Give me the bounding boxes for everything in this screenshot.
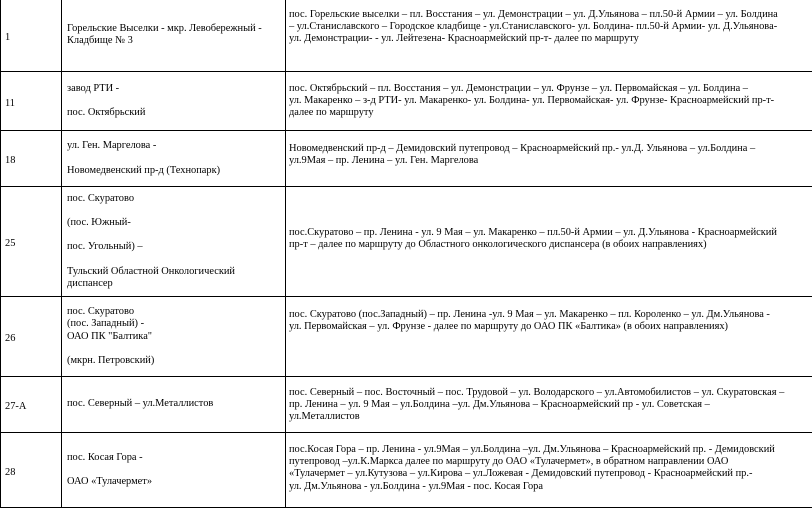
route-path-line: ул.9Мая – пр. Ленина – ул. Ген. Маргелова (289, 155, 810, 167)
route-path-line: далее по маршруту (289, 107, 810, 119)
route-path-line: ул. Дм.Ульянова - ул.Болдина - ул.9Мая - пос. Косая Гора (289, 481, 810, 493)
route-path (286, 72, 812, 131)
route-path (286, 433, 812, 508)
route-name-line: диспансер (67, 278, 282, 290)
route-number-text: 11 (5, 98, 15, 109)
route-path-line: ул. Демонстрации- - ул. Лейтезена- Красноармейский пр-т- далее по маршруту (289, 33, 810, 45)
routes-table-body (1, 0, 812, 508)
route-path (286, 377, 812, 433)
route-name (62, 0, 286, 72)
route-path-line: путепровод –ул.К.Маркса далее по маршруту до ОАО «Тулачермет», в обратном направлении ОАО (289, 456, 810, 468)
route-name (62, 433, 286, 508)
route-path-line: пос. Горельские выселки – пл. Восстания – ул. Демонстрации – ул. Д.Ульянова – пл.50-й Армии – ул. Болдина (289, 9, 810, 21)
route-number-text: 27-А (5, 401, 26, 412)
route-path-line: пр-т – далее по маршруту до Областного онкологического диспансера (в обоих направлениях) (289, 239, 810, 251)
route-name-line: (пос. Южный- (67, 217, 282, 229)
route-name (62, 377, 286, 433)
route-number (1, 187, 62, 297)
route-path-line: пос. Октябрьский – пл. Восстания – ул. Демонстрации – ул. Фрунзе – ул. Первомайская – ул. Болдина – (289, 83, 810, 95)
route-name-line: Тульский Областной Онкологический (67, 266, 282, 278)
route-number-text: 1 (5, 32, 10, 43)
table-row (1, 72, 812, 131)
route-number (1, 433, 62, 508)
route-path-line: ул.Металлистов (289, 411, 810, 423)
route-number (1, 297, 62, 377)
route-name-line: завод РТИ - (67, 83, 282, 95)
route-path-line: – ул.Станиславского – Городское кладбище - ул.Станиславского- ул. Болдина- пл.50-й Армии- ул. Д.Ульянова- (289, 21, 810, 33)
table-row (1, 187, 812, 297)
route-number-text: 18 (5, 155, 15, 166)
route-path-line: «Тулачермет – ул.Кутузова – ул.Кирова – ул.Ложевая - Демидовский путепровод - Красноармейский пр.- (289, 468, 810, 480)
route-path (286, 131, 812, 187)
route-name-line: ОАО «Тулачермет» (67, 476, 282, 488)
route-name-line: пос. Скуратово (67, 306, 282, 318)
route-path-line: пос. Северный – пос. Восточный – пос. Трудовой – ул. Володарского – ул.Автомобилистов – ул. Скуратовская – (289, 387, 810, 399)
route-path-line: пос. Скуратово (пос.Западный) – пр. Ленина -ул. 9 Мая – ул. Макаренко – пл. Короленко – ул. Дм.Ульянова - (289, 309, 810, 321)
route-number (1, 131, 62, 187)
route-number (1, 72, 62, 131)
route-name-line: пос. Косая Гора - (67, 452, 282, 464)
route-name-line: пос. Угольный) – (67, 241, 282, 253)
route-name-line: Новомедвенский пр-д (Технопарк) (67, 165, 282, 177)
route-number (1, 0, 62, 72)
route-number-text: 28 (5, 467, 15, 478)
table-row (1, 377, 812, 433)
route-path-line: ул. Первомайская – ул. Фрунзе - далее по маршруту до ОАО ПК «Балтика» (в обоих направлениях) (289, 321, 810, 333)
route-name-line: (пос. Западный) - (67, 318, 282, 330)
route-name (62, 187, 286, 297)
route-path-line: пос.Косая Гора – пр. Ленина - ул.9Мая – ул.Болдина –ул. Дм.Ульянова – Красноармейский пр. - Демидовский (289, 444, 810, 456)
route-path-line: пр. Ленина – ул. 9 Мая – ул.Болдина –ул. Дм.Ульянова – Красноармейский пр - ул. Советская – (289, 399, 810, 411)
table-row (1, 433, 812, 508)
table-row (1, 0, 812, 72)
route-name-line: пос. Октябрьский (67, 107, 282, 119)
route-name-line: пос. Северный – ул.Металлистов (67, 398, 282, 410)
route-name (62, 72, 286, 131)
table-row (1, 297, 812, 377)
route-name-line: ул. Ген. Маргелова - (67, 140, 282, 152)
table-row (1, 131, 812, 187)
route-name-line: Горельские Выселки - мкр. Левобережный - (67, 23, 282, 35)
route-name-line: ОАО ПК "Балтика" (67, 331, 282, 343)
route-name-line: Кладбище № 3 (67, 35, 282, 47)
route-name-line: пос. Скуратово (67, 193, 282, 205)
route-path (286, 187, 812, 297)
route-path-line: ул. Макаренко – з-д РТИ- ул. Макаренко- ул. Болдина- ул. Первомайская- ул. Фрунзе- Красноармейский пр-т- (289, 95, 810, 107)
route-path (286, 0, 812, 72)
route-path-line: Новомедвенский пр-д – Демидовский путепровод – Красноармейский пр.- ул.Д. Ульянова – ул.Болдина – (289, 143, 810, 155)
route-path-line: пос.Скуратово – пр. Ленина - ул. 9 Мая – ул. Макаренко – пл.50-й Армии – ул. Д.Ульянова - Красноармейский (289, 227, 810, 239)
route-path (286, 297, 812, 377)
route-name (62, 131, 286, 187)
route-name (62, 297, 286, 377)
route-name-line: (мкрн. Петровский) (67, 355, 282, 367)
route-number (1, 377, 62, 433)
route-number-text: 26 (5, 333, 15, 344)
route-number-text: 25 (5, 238, 15, 249)
